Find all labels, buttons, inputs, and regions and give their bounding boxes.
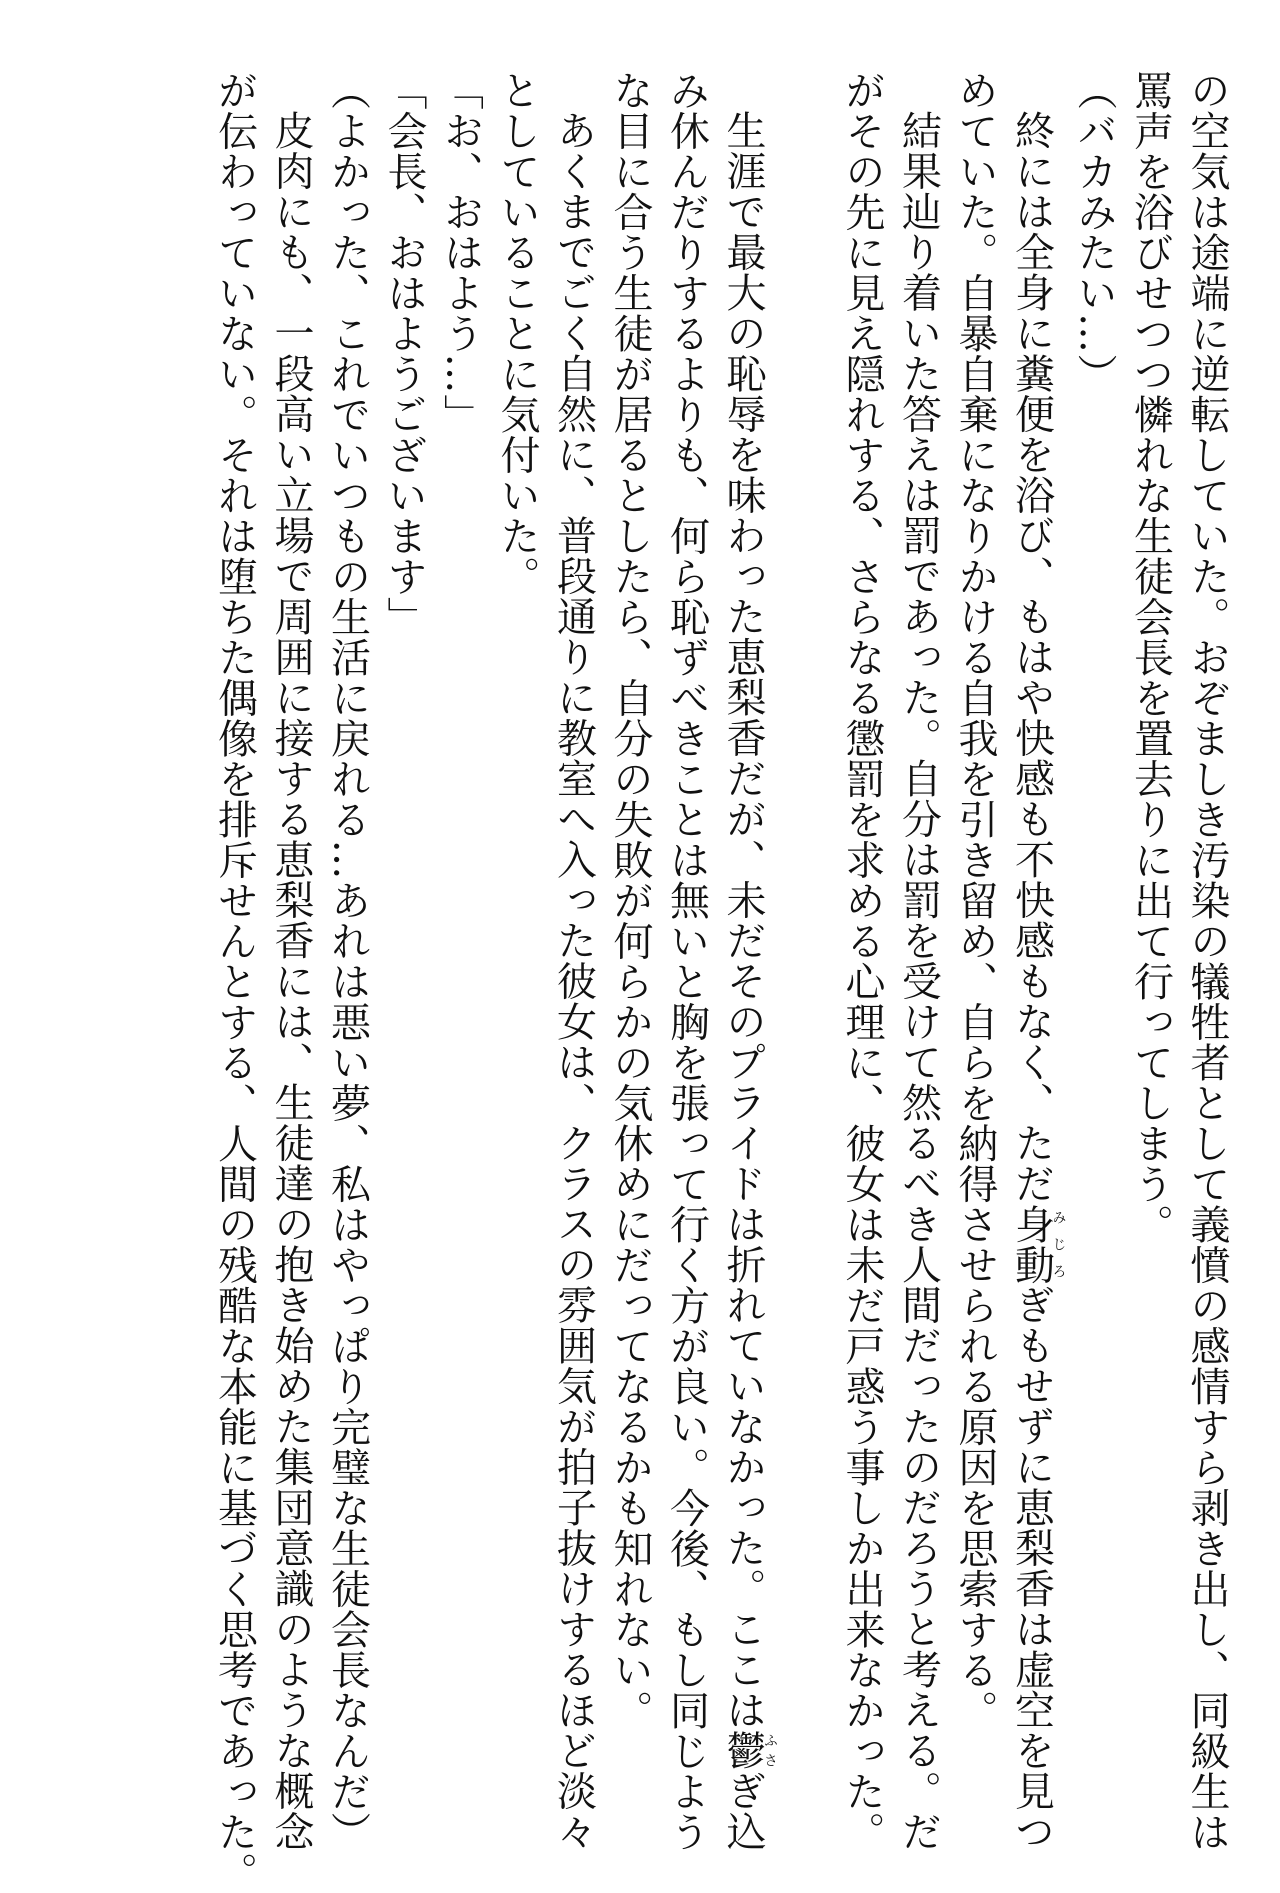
text-line: あくまでごく自然に、普段通りに教室へ入った彼女は、クラスの雰囲気が拍子抜けするほど淡々: [550, 110, 597, 1852]
text-line: めていた。自暴自棄になりかける自我を引き留め、自らを納得させられる原因を思索する。: [952, 70, 998, 1731]
text-line: 結果辿り着いた答えは罰であった。自分は罰を受けて然るべき人間だったのだろうと考える。だ: [895, 110, 942, 1852]
text-segment: 終には全身に糞便を浴び、もはや快感も不快感もなく、ただ: [1008, 110, 1055, 1204]
ruby-base: 鬱: [720, 1730, 766, 1771]
text-segment: ぎもせずに恵梨香は虚空を見つ: [1008, 1284, 1055, 1852]
text-line: がその先に見え隠れする、さらなる懲罰を求める心理に、彼女は未だ戸惑う事しか出来なかった。: [839, 70, 885, 1852]
text-line: が伝わっていない。それは堕ちた偶像を排斥せんとする、人間の残酷な本能に基づく思考であった。: [211, 70, 258, 1893]
ruby-reading: みじろ: [1050, 1203, 1067, 1285]
dialogue-line: 「お、おはよう…」: [437, 70, 484, 435]
text-line: [715, 70, 778, 1852]
blank-line: [777, 70, 834, 1720]
text-line: 皮肉にも、一段高い立場で周囲に接する恵梨香には、生徒達の抱き始めた集団意識のような概念: [268, 110, 314, 1852]
ruby-reading: ふさ: [762, 1730, 778, 1771]
dialogue-line: 「会長、おはようございます」: [381, 70, 427, 637]
ruby-word: [720, 1730, 778, 1771]
vertical-text-body: [45, 70, 1235, 1893]
ruby-base: 身動: [1008, 1203, 1055, 1285]
text-segment: 生涯で最大の恥辱を味わった恵梨香だが、未だそのプライドは折れていなかった。ここは: [720, 110, 766, 1730]
text-line: な目に合う生徒が居るとしたら、自分の失敗が何らかの気休めにだってなるかも知れない。: [607, 70, 653, 1731]
text-line: 罵声を浴びせつつ憐れな生徒会長を置去りに出て行ってしまう。: [1127, 70, 1174, 1245]
thought-line: （よかった、これでいつもの生活に戻れる…あれは悪い夢、私はやっぱり完璧な生徒会長なんだ）: [324, 70, 371, 1852]
text-line: （バカみたい…）: [1071, 70, 1117, 394]
text-line: み休んだりするよりも、何ら恥ずべきことは無いと胸を張って行く方が良い。今後、もし同じよう: [663, 70, 710, 1852]
ruby-word: [1008, 1203, 1067, 1285]
text-line: [1003, 70, 1067, 1852]
text-line: としていることに気付いた。: [494, 70, 540, 597]
text-segment: ぎ込: [720, 1770, 766, 1852]
text-line: の空気は途端に逆転していた。おぞましき汚染の犠牲者として義憤の感情すら剥き出し、同級生は: [1184, 70, 1230, 1852]
